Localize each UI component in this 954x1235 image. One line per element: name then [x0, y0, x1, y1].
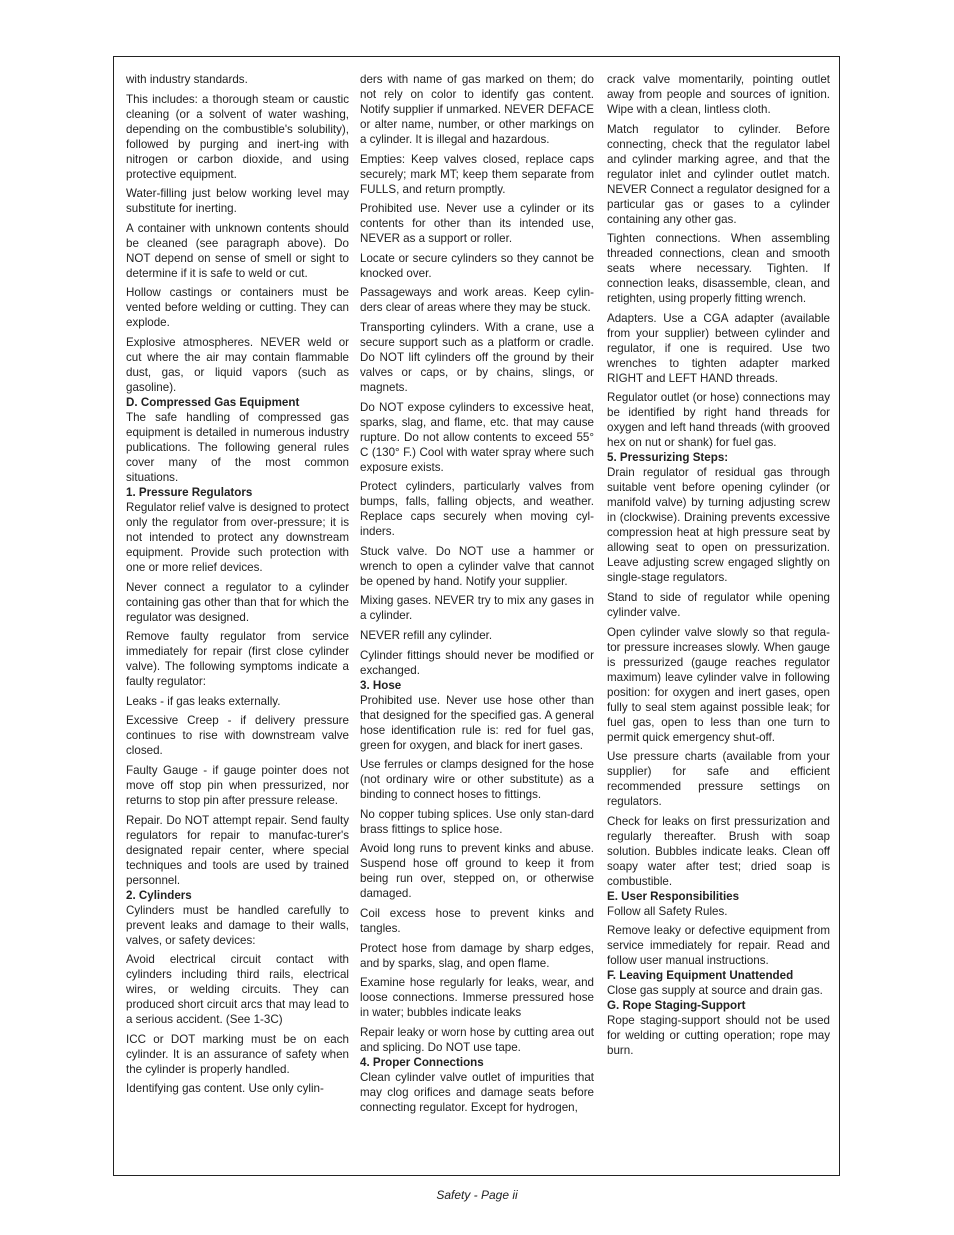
page-footer: Safety - Page ii	[436, 1188, 518, 1202]
paragraph: Clean cylinder valve outlet of impurities that may clog orifices and damage seats before connecting regulator. Except for hydrogen,	[360, 1070, 594, 1114]
paragraph: Locate or secure cylinders so they cannot be knocked over.	[360, 251, 594, 280]
paragraph: Rope staging-support should not be used for welding or cutting operation; rope may burn.	[607, 1014, 830, 1058]
paragraph: NEVER refill any cylinder.	[360, 628, 493, 642]
paragraph: Adapters. Use a CGA adapter (available from your supplier) between cylinder and regulator, if one is required. Use two wrenches to tighten adapter marked RIGHT and LEFT HAND threads.	[607, 311, 830, 385]
paragraph: Do NOT expose cylinders to excessive heat, sparks, slag, and flame, etc. that may cause rupture. Do not allow contents to exceed 55° C (130° F.) Cool with water spray where such exposure exists.	[360, 400, 594, 474]
paragraph: Protect cylinders, particularly valves from bumps, falls, falling objects, and weather. Replace caps securely when moving cyl-inders.	[360, 480, 594, 539]
text-column-3	[607, 72, 830, 1058]
text-column-1	[126, 72, 349, 1096]
paragraph: Avoid electrical circuit contact with cylinders including third rails, electrical wires, or welding circuits. They can produced short circuit arcs that may lead to a serious accident. (See 1-3C)	[126, 953, 349, 1027]
paragraph: Hollow castings or containers must be vented before welding or cutting. They can explode.	[126, 286, 349, 330]
paragraph: Passageways and work areas. Keep cylin-ders clear of areas where they may be stuck.	[360, 286, 594, 315]
section-heading: E. User Responsibilities	[607, 889, 740, 903]
section-heading: 4. Proper Connections	[360, 1055, 484, 1069]
paragraph: Cylinders must be handled carefully to prevent leaks and damage to their walls, valves, or safety devices:	[126, 903, 349, 947]
paragraph: Remove leaky or defective equipment from service immediately for repair. Read and follow user manual instructions.	[607, 924, 830, 968]
paragraph: Regulator relief valve is designed to protect only the regulator from over-pressure; it is not intended to protect any downstream equipment. Provide such protection with one or more relief devices.	[126, 500, 349, 574]
paragraph: Drain regulator of residual gas through suitable vent before opening cylinder (or manifold valve) by turning adjusting screw in (clockwise). Draining prevents excessive compression heat at high pressure seat by allowing seat to open on pressurization. Leave adjusting screw engaged slightly on single-stage regulators.	[607, 466, 830, 585]
paragraph: Cylinder fittings should never be modified or exchanged.	[360, 648, 594, 677]
paragraph: Tighten connections. When assembling threaded connections, clean and smooth seats where necessary. Tighten. If connection leaks, disassemble, clean, and retighten, using properly fitting wrench.	[607, 232, 830, 306]
section-heading: 2. Cylinders	[126, 888, 192, 902]
paragraph: This includes: a thorough steam or caustic cleaning (or a solvent of water washing, depending on the combustible's solubility), followed by purging and inert-ing with nitrogen or carbon dioxide, and using protective equipment.	[126, 92, 349, 181]
paragraph: Identifying gas content. Use only cylin-	[126, 1082, 324, 1096]
paragraph: Explosive atmospheres. NEVER weld or cut where the air may contain flammable dust, gas, or liquid vapors (such as gasoline).	[126, 335, 349, 394]
paragraph: Use pressure charts (available from your supplier) for safe and efficient recommended pressure settings on regulators.	[607, 750, 830, 809]
paragraph: Mixing gases. NEVER try to mix any gases in a cylinder.	[360, 594, 594, 623]
paragraph: Use ferrules or clamps designed for the hose (not ordinary wire or other substitute) as a binding to connect hoses to fittings.	[360, 758, 594, 802]
paragraph: Prohibited use. Never use a cylinder or its contents for other than its intended use, NEVER as a support or roller.	[360, 202, 594, 246]
text-column-2	[360, 72, 594, 1115]
paragraph: Prohibited use. Never use hose other than that designed for the specified gas. A general hose identification rule is: red for fuel gas, green for oxygen, and black for inert gases.	[360, 693, 594, 752]
paragraph: Open cylinder valve slowly so that regula-tor pressure increases slowly. When gauge is pressurized (gauge reaches regulator maximum) leave cylinder valve in following position: for oxygen and inert gases, open fully to seal stem against possible leak; for fuel gas, open to less than one turn to permit quick emergency shut-off.	[607, 625, 830, 744]
paragraph: Match regulator to cylinder. Before connecting, check that the regulator label and cylinder marking agree, and that the regulator inlet and cylinder outlet match. NEVER Connect a regulator designed for a particular gas or gases to a cylinder containing any other gas.	[607, 122, 830, 226]
paragraph: Never connect a regulator to a cylinder containing gas other than that for which the regulator was designed.	[126, 580, 349, 624]
section-heading: 3. Hose	[360, 678, 402, 692]
paragraph: crack valve momentarily, pointing outlet away from people and sources of ignition. Wipe with a clean, lintless cloth.	[607, 73, 830, 116]
paragraph: Water-filling just below working level may substitute for inerting.	[126, 187, 349, 216]
section-heading: D. Compressed Gas Equipment	[126, 395, 300, 409]
paragraph: Stand to side of regulator while opening cylinder valve.	[607, 590, 830, 619]
paragraph: Protect hose from damage by sharp edges, and by sparks, slag, and open flame.	[360, 941, 594, 970]
paragraph: Regulator outlet (or hose) connections may be identified by right hand threads for oxygen and left hand threads (with grooved hex on nut or shank) for fuel gas.	[607, 391, 830, 450]
paragraph: Leaks - if gas leaks externally.	[126, 694, 281, 708]
paragraph: Repair leaky or worn hose by cutting area out and splicing. Do NOT use tape.	[360, 1025, 594, 1054]
paragraph: Faulty Gauge - if gauge pointer does not move off stop pin when pressurized, nor returns to stop pin after pressure release.	[126, 763, 349, 807]
section-heading: 1. Pressure Regulators	[126, 485, 253, 499]
section-heading: G. Rope Staging-Support	[607, 999, 746, 1013]
section-heading: F. Leaving Equipment Unattended	[607, 969, 794, 983]
paragraph: Avoid long runs to prevent kinks and abuse. Suspend hose off ground to keep it from being run over, stepped on, or otherwise damaged.	[360, 842, 594, 901]
paragraph: Transporting cylinders. With a crane, use a secure support such as a platform or cradle. Do NOT lift cylinders off the ground by their valves or caps, or by chains, slings, or magnets.	[360, 320, 594, 394]
paragraph: No copper tubing splices. Use only stan-dard brass fittings to splice hose.	[360, 807, 594, 836]
paragraph: Repair. Do NOT attempt repair. Send faulty regulators for repair to manufac-turer's designated repair center, where special techniques and tools are used by trained personnel.	[126, 813, 349, 887]
paragraph: Close gas supply at source and drain gas.	[607, 984, 823, 998]
paragraph: ICC or DOT marking must be on each cylinder. It is an assurance of safety when the cylinder is properly handled.	[126, 1032, 349, 1076]
paragraph: Excessive Creep - if delivery pressure continues to rise with downstream valve closed.	[126, 714, 349, 758]
paragraph: Empties: Keep valves closed, replace caps securely; mark MT; keep them separate from FULLS, and return promptly.	[360, 152, 594, 196]
paragraph: Remove faulty regulator from service immediately for repair (first close cylinder valve). The following symptoms indicate a faulty regulator:	[126, 630, 349, 689]
paragraph: Follow all Safety Rules.	[607, 904, 728, 918]
paragraph: ders with name of gas marked on them; do not rely on color to identify gas content. Notify supplier if unmarked. NEVER DEFACE or alter name, number, or other markings on a cylinder. It is illegal and hazardous.	[360, 73, 594, 146]
paragraph: A container with unknown contents should be cleaned (see paragraph above). Do NOT depend on sense of smell or sight to determine if it is safe to weld or cut.	[126, 221, 349, 280]
paragraph: Check for leaks on first pressurization and regularly thereafter. Brush with soap solution. Bubbles indicate leaks. Clean off soapy water after test; dried soap is combustible.	[607, 814, 830, 888]
paragraph: Coil excess hose to prevent kinks and tangles.	[360, 906, 594, 935]
paragraph: The safe handling of compressed gas equipment is detailed in numerous industry publications. The following general rules cover many of the most common situations.	[126, 410, 349, 484]
section-heading: 5. Pressurizing Steps:	[607, 451, 729, 465]
paragraph: Stuck valve. Do NOT use a hammer or wrench to open a cylinder valve that cannot be opened by hand. Notify your supplier.	[360, 544, 594, 588]
paragraph: Examine hose regularly for leaks, wear, and loose connections. Immerse pressured hose in water; bubbles indicate leaks	[360, 976, 594, 1020]
paragraph: with industry standards.	[126, 73, 248, 86]
